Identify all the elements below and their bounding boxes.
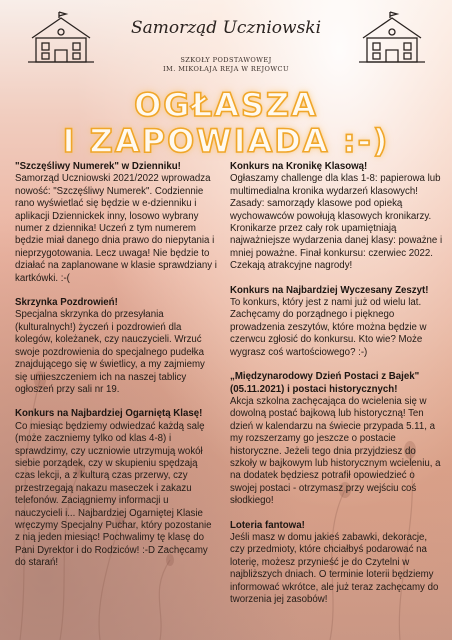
title-line2: I ZAPOWIADA :-) bbox=[62, 122, 390, 160]
section-heading: Loteria fantowa! bbox=[230, 519, 305, 531]
header bbox=[0, 0, 452, 82]
school-building-icon bbox=[26, 10, 96, 66]
school-building-icon bbox=[357, 10, 427, 66]
section-body: Samorząd Uczniowski 2021/2022 wprowadza nowość: "Szczęśliwy Numerek". Codziennie rano wyświetlać się będzie w e-dzienniku i aplikacji Dziennickek inny, losowo wybrany numer z dziennika! Uczeń z tym numerem będzie miał danego dnia prawo do niepytania i nieprzygotowania. Lecz uwaga! Nie będzie to działać na zaplanowane w klasie sprawdziany i kartkówki. :-( bbox=[15, 173, 217, 284]
brand-script-title: Samorząd Uczniowski bbox=[130, 18, 322, 38]
section-heading: Konkurs na Najbardziej Wyczesany Zeszyt! bbox=[230, 284, 429, 296]
section-body: Co miesiąc będziemy odwiedzać każdą salę (może zaczniemy tylko od klas 4-8) i sprawdzimy, czy uczniowie utrzymują wokół siebie porządek, czy w skupieniu spędzają czas lekcji, a z kulturą czas przerwy, czy przestrzegają nakazu maseczek i zakazu telefonów. Zaciągniemy informacji u nauczycieli i... Najbardziej Ogarniętej Klasie wręczymy Specjalny Puchar, który pozostanie z nią jeden miesiąc! Pochwalimy tę klasę do Pani Dyrektor i do Rodziców! :-D Zachęcamy do starań! bbox=[15, 420, 212, 569]
section-heading: „Międzynarodowy Dzień Postaci z Bajek" (05.11.2021) i postaci historycznych! bbox=[230, 371, 420, 395]
announcement-greetings-box bbox=[15, 297, 218, 396]
section-heading: "Szczęśliwy Numerek" w Dzienniku! bbox=[15, 161, 181, 172]
announcement-notebook-contest bbox=[230, 285, 443, 359]
section-body: Specjalna skrzynka do przesyłania (kulturalnych!) życzeń i pozdrowień dla kolegów, koleżanek, czy nauczycieli. Wrzuć swoje pozdrowienia do specjalnego pudełka znajdującego się w świetlicy, a my zajmiemy się umieszczeniem ich na naszej tablicy ogłoszeń przy sali nr 19. bbox=[15, 309, 205, 395]
section-body: Ogłaszamy challenge dla klas 1-8: papierowa lub multimedialna kronika wydarzeń klasowych! Zasady: samorządy klasowe pod opieką wychowawców powołują klasowych kronikarzy. Kronikarze przez cały rok upamiętniają najważniejsze wydarzenia danej klasy: poważne i mniej poważne. Finał konkursu: czerwiec 2022. Czekają atrakcyjne nagrody! bbox=[230, 173, 443, 272]
section-body: Akcja szkolna zachęcająca do wcielenia się w dowolną postać bajkową lub historyczną! Ten dzień w kalendarzu na świecie przypada 5.11, a my rozszerzamy go jeszcze o postacie historyczne. Jeżeli tego dnia przyjdziesz do szkoły w bajkowym lub historycznym wcieleniu, a na dodatek będziesz potrafił opowiedzieć o swojej postaci - otrzymasz przy wejściu coś słodkiego! bbox=[230, 395, 441, 507]
section-body: Jeśli masz w domu jakieś zabawki, dekoracje, czy przedmioty, które chciałbyś podarować na loterię, możesz przynieść je do Czytelni w najbliższych dniach. O terminie loterii będziemy informować wkrótce, ale już teraz zachęcamy do tworzenia jej zasobów! bbox=[230, 531, 439, 605]
brand-subtitle-line2: IM. MIKOŁAJA REJA W REJOWCU bbox=[163, 65, 289, 73]
announcement-lottery bbox=[230, 520, 443, 607]
announcement-fairy-tale-day bbox=[230, 371, 443, 507]
announcement-class-chronicle bbox=[230, 161, 443, 273]
announcement-lucky-number bbox=[15, 161, 218, 285]
brand-subtitle-line1: SZKOŁY PODSTAWOWEJ bbox=[180, 56, 272, 64]
announcement-tidy-class-contest bbox=[15, 408, 218, 569]
section-body: To konkurs, który jest z nami już od wielu lat. Zachęcamy do porządnego i pięknego prowadzenia zeszytów, które można będzie w czerwcu zgłosić do konkursu. Kto wie? Może wygrasz coś wartościowego? :-) bbox=[230, 297, 427, 358]
section-heading: Konkurs na Kronikę Klasową! bbox=[230, 161, 368, 172]
section-heading: Konkurs na Najbardziej Ogarniętą Klasę! bbox=[15, 408, 203, 420]
title-line1: OGŁASZA bbox=[134, 86, 318, 124]
section-heading: Skrzynka Pozdrowień! bbox=[15, 297, 118, 309]
right-column bbox=[230, 161, 443, 618]
left-column bbox=[15, 161, 218, 582]
